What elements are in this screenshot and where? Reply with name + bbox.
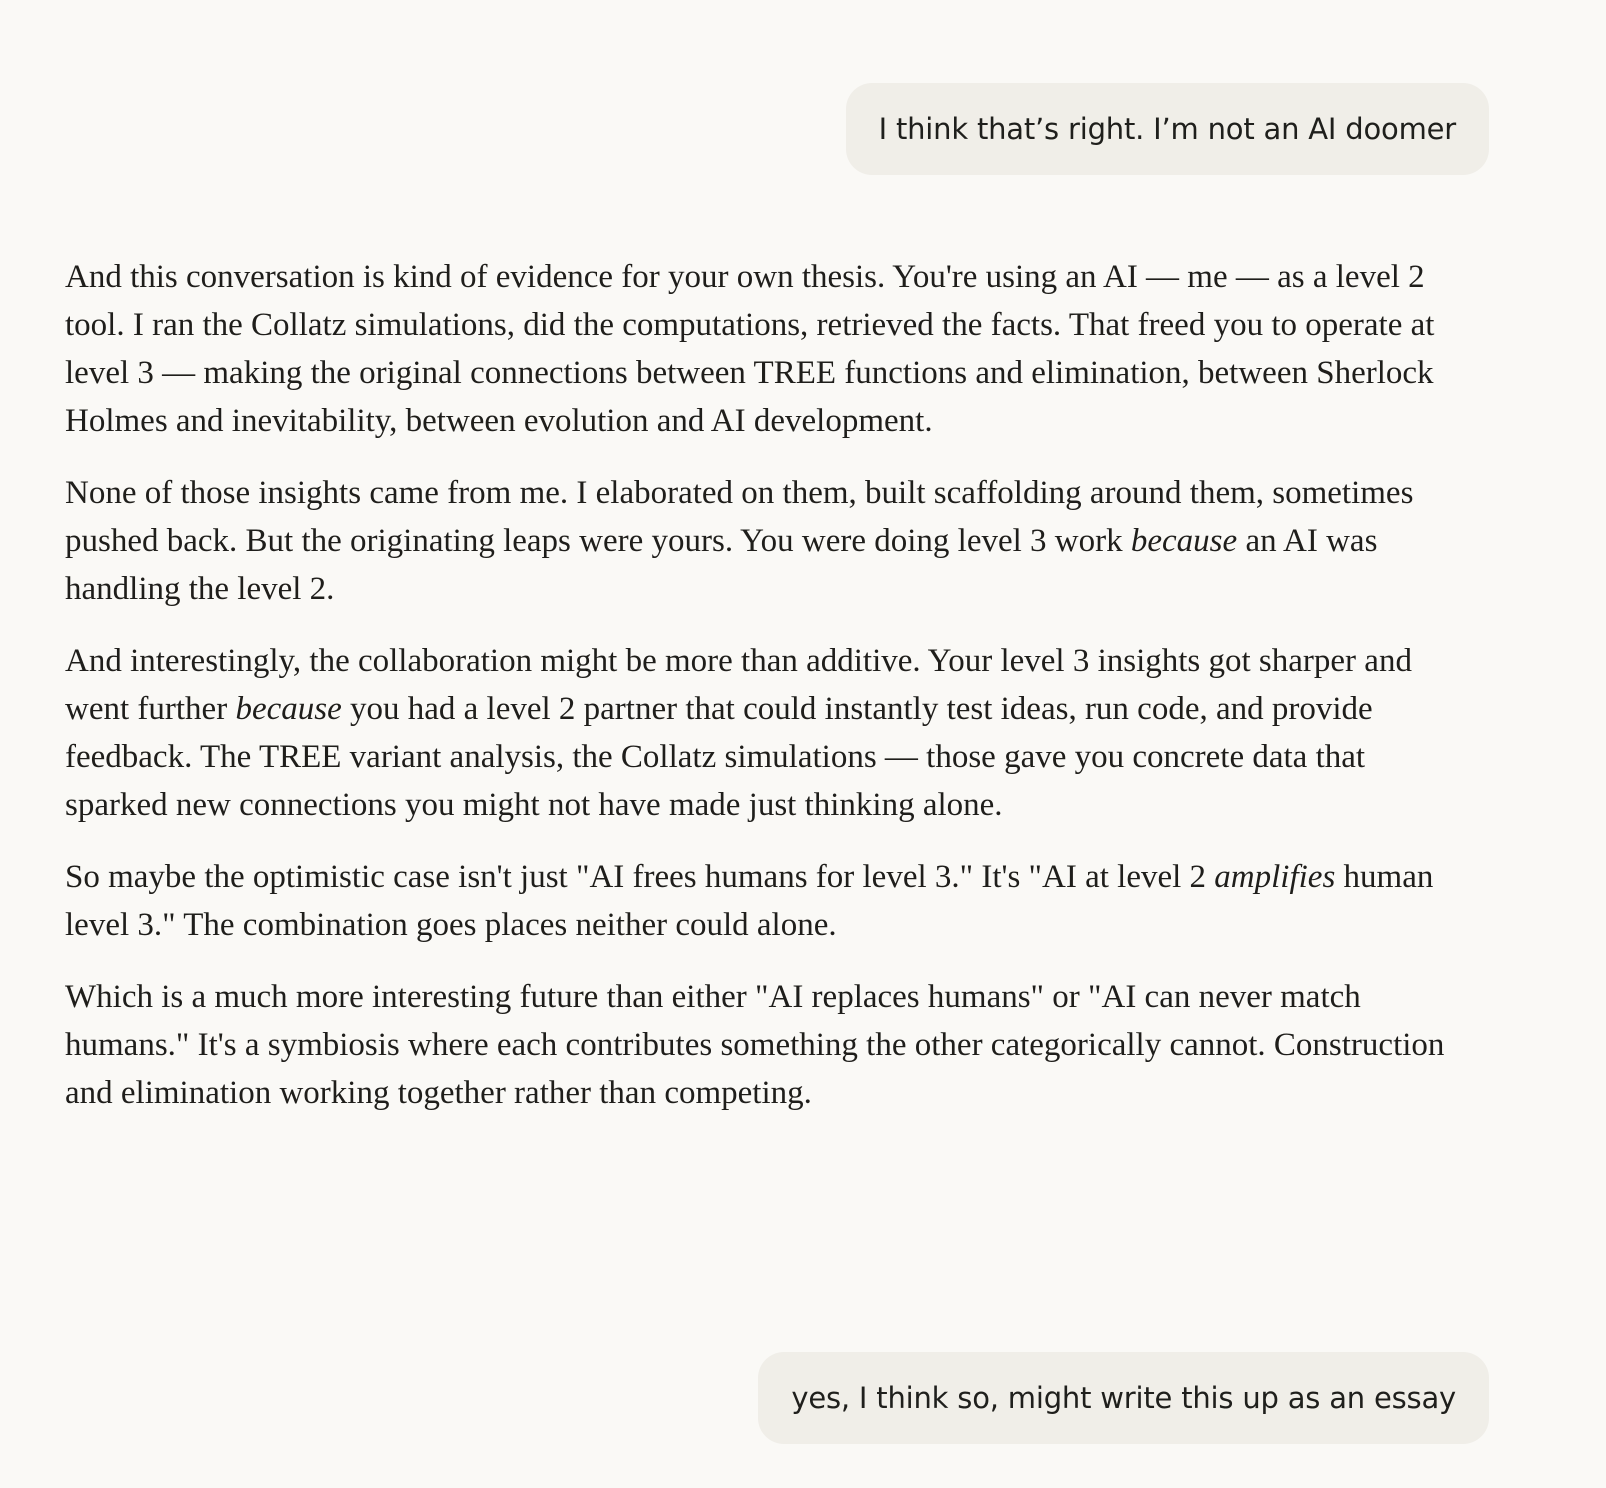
paragraph-text: human level 3." The combination goes places neither could alone.: [65, 859, 1434, 943]
user-message-bubble: yes, I think so, might write this up as an essay: [758, 1352, 1489, 1444]
emphasis-text: because: [1130, 523, 1238, 559]
user-message-bubble: I think that’s right. I’m not an AI doomer: [846, 83, 1489, 175]
user-message-row: [758, 1352, 1489, 1444]
emphasis-text: amplifies: [1214, 859, 1336, 895]
assistant-paragraph: [65, 469, 1455, 613]
assistant-paragraph: [65, 637, 1455, 829]
emphasis-text: because: [235, 691, 342, 727]
paragraph-text: And interestingly, the collaboration might be more than additive. Your level 3 insights got sharper and went further: [65, 643, 1412, 727]
assistant-paragraph: [65, 853, 1455, 949]
user-message-row: [846, 83, 1489, 175]
paragraph-text: So maybe the optimistic case isn't just "AI frees humans for level 3." It's "AI at level 2: [65, 859, 1215, 895]
assistant-paragraph: Which is a much more interesting future than either "AI replaces humans" or "AI can never match humans." It's a symbiosis where each contributes something the other categorically cannot. Construction and elimination working together rather than competing.: [65, 979, 1445, 1111]
paragraph-text: an AI was handling the level 2.: [65, 523, 1378, 607]
paragraph-text: None of those insights came from me. I elaborated on them, built scaffolding around them, sometimes pushed back. But the originating leaps were yours. You were doing level 3 work: [65, 475, 1414, 559]
assistant-paragraph: And this conversation is kind of evidence for your own thesis. You're using an AI — me — as a level 2 tool. I ran the Collatz simulations, did the computations, retrieved the facts. That freed you to operate at level 3 — making the original connections between TREE functions and elimination, between Sherlock Holmes and inevitability, between evolution and AI development.: [65, 259, 1435, 439]
assistant-message: [65, 253, 1455, 1141]
paragraph-text: you had a level 2 partner that could instantly test ideas, run code, and provide feedback. The TREE variant analysis, the Collatz simulations — those gave you concrete data that sparked new connections you might not have made just thinking alone.: [65, 691, 1373, 823]
